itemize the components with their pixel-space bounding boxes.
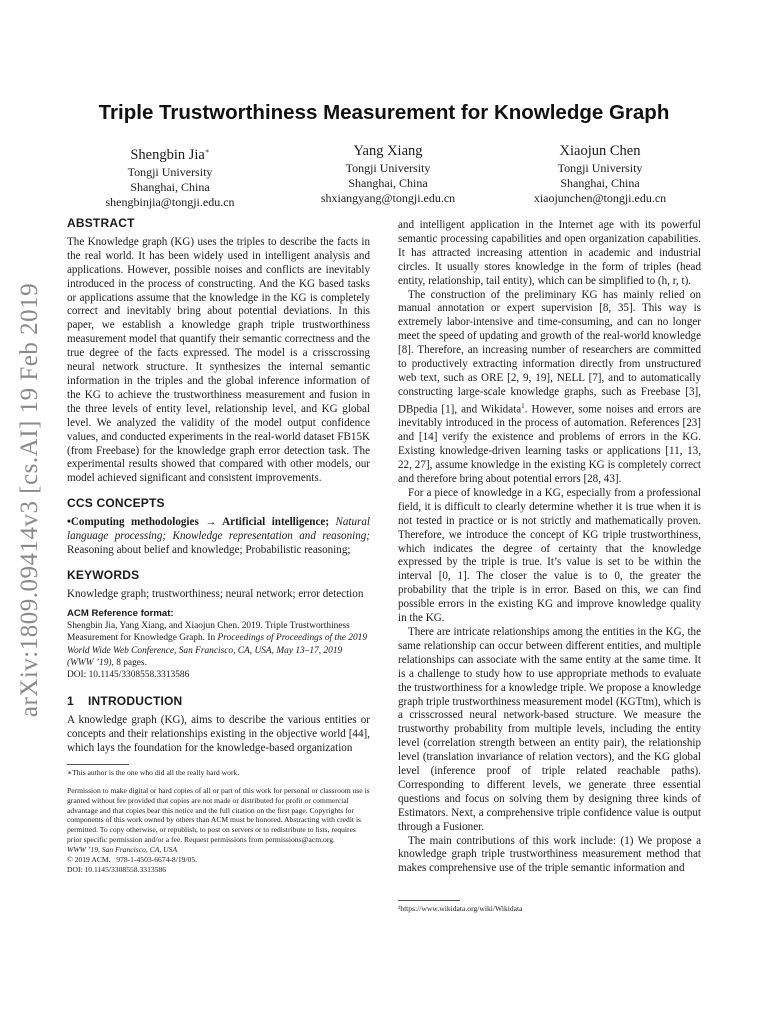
venue-line: WWW ’19, San Francisco, CA, USA <box>67 844 178 854</box>
acm-reference <box>67 608 370 682</box>
footnote-mark: 1 <box>521 401 525 410</box>
left-column <box>67 217 370 874</box>
doi-line: DOI: 10.1145/3308558.3313586 <box>67 864 167 874</box>
ccs-concepts: •Computing methodologies → Artificial intelligence; Natural language processing; Knowledge representation and reasoning; Reasoning about belief and knowledge; Probabilistic reasoning; <box>67 516 370 556</box>
footnote-rule <box>398 900 460 901</box>
author-2 <box>278 142 498 206</box>
author-email: shengbinjia@tongji.edu.cn <box>105 194 235 209</box>
footnote-rule <box>67 764 129 765</box>
arxiv-identifier-text: arXiv:1809.09414v3 [cs.AI] 19 Feb 2019 <box>16 282 44 718</box>
author-3 <box>490 142 710 206</box>
paragraph: For a piece of knowledge in a KG, especially from a professional field, it is difficult to clearly determine whether it is true when it is not tested in practice or is not strictly and mathematically proven. Therefore, we introduce the concept of KG triple trustworthiness, which indicates the degree of certainty that the knowledge expressed by the triple is true. It’s value is set to be within the interval [0, 1]. The closer the value is to 0, the greater the probability that the triple is in error. Based on this, we can find possible errors in the existing KG and improve knowledge quality in the KG. <box>398 486 701 625</box>
paper-title: Triple Trustworthiness Measurement for Knowledge Graph <box>98 101 670 124</box>
arxiv-identifier <box>10 280 50 720</box>
author-location: Shanghai, China <box>348 176 428 190</box>
paragraph: The main contributions of this work include: (1) We propose a knowledge graph triple trustworthiness measurement method that makes comprehensive use of the triple semantic information and <box>398 834 701 875</box>
abstract-heading: ABSTRACT <box>67 216 135 230</box>
acm-reference-label: ACM Reference format: <box>67 607 174 619</box>
author-affiliation: Tongji University <box>127 164 213 179</box>
author-location: Shanghai, China <box>130 179 210 194</box>
author-email: shxiangyang@tongji.edu.cn <box>320 191 456 205</box>
author-footnote: ∗This author is the one who did all the really hard work. <box>67 768 240 778</box>
acm-reference-text: Shengbin Jia, Yang Xiang, and Xiaojun Chen. 2019. Triple Trustworthiness Measurement for Knowledge Graph. In Proceedings of Proceedings of the 2019 World Wide Web Conference, San Francisco, CA, USA, May 13–17, 2019 (WWW ’19), 8 pages. <box>67 620 368 668</box>
paragraph: and intelligent application in the Internet age with its powerful semantic processing capabilities and open organization capabilities. It has attracted increasing attention in academic and industrial circles. It usually stores knowledge in the form of triples (head entity, relationship, tail entity), which can be simplified to (h, r, t). <box>398 219 701 287</box>
author-name: Yang Xiang <box>353 143 423 159</box>
author-footnote-mark: ∗ <box>204 147 210 155</box>
author-email: xiaojunchen@tongji.edu.cn <box>533 191 667 205</box>
author-block <box>60 142 728 208</box>
author-affiliation: Tongji University <box>557 161 643 175</box>
paragraph: There are intricate relationships among the entities in the KG, the same relationship can occur between different entities, and multiple relationships can associate with the same entity at the same time. It is a challenge to study how to use appropriate methods to evaluate the trustworthiness for a knowledge triple. We propose a knowledge graph triple trustworthiness measurement model (KGTtm), which is a crisscrossed neural network-based structure. We measure the trustworthy probability from multiple levels, including the entity level (correlation strength between an entity pair), the relationship level (translation invariance of relation vectors), and the KG global level (inference proof of triple related reachable paths). Corresponding to different levels, we generate three essential questions and focus on solving them by designing three kinds of Estimators. Next, a comprehensive triple confidence value is output through a Fusioner. <box>398 625 701 833</box>
introduction-text: A knowledge graph (KG), aims to describe the various entities or concepts and their relationships existing in the objective world [44], which lays the foundation for the knowledge-based organization <box>67 714 370 755</box>
author-affiliation: Tongji University <box>345 161 431 175</box>
keywords-heading: KEYWORDS <box>67 567 140 582</box>
author-name: Shengbin Jia∗ <box>130 146 210 163</box>
author-location: Shanghai, China <box>560 176 640 190</box>
paragraph: The construction of the preliminary KG has mainly relied on manual annotation or expert supervision [8, 35]. This way is extremely labor-intensive and time-consuming, and can no longer meet the speed of updating and growth of the real-world knowledge [8]. Therefore, an increasing number of researchers are committed to productively extracting information directly from unstructured web text, such as ORE [2, 9, 19], NELL [7], and to automatically constructing large-scale knowledge graphs, such as Freebase [3], DBpedia [1], and Wikidata$^1$. However, some noises and errors are inevitably introduced in the process of automation. References [23] and [14] verify the existence and problems of errors in the KG. Existing knowledge-driven learning tasks or applications [11, 13, 22, 27], assume knowledge in the existing KG is completely correct and therefore bring about potential errors [28, 43]. <box>398 288 701 485</box>
abstract-text: The Knowledge graph (KG) uses the triples to describe the facts in the real world. It has been widely used in intelligent analysis and applications. However, possible noises and conflicts are inevitably introduced in the process of constructing. And the KG based tasks or applications assume that the knowledge in the KG is completely correct and inevitably bring about potential deviations. In this paper, we establish a knowledge graph triple trustworthiness measurement model that quantify their semantic correctness and the true degree of the facts expressed. The model is a crisscrossing neural network structure. It synthesizes the internal semantic information in the triples and the global inference information of the KG to achieve the trustworthiness measurement and fusion in the three levels of entity level, relationship level, and KG global level. We analyzed the validity of the model output confidence values, and conducted experiments in the real-world dataset FB15K (from Freebase) for the knowledge graph error detection task. The experimental results showed that compared with other models, our model achieved significant and consistent improvements. <box>67 235 370 485</box>
right-column <box>398 219 701 876</box>
introduction-heading: 1 INTRODUCTION <box>67 694 183 709</box>
author-1 <box>60 142 280 210</box>
ccs-heading: CCS CONCEPTS <box>67 496 165 511</box>
copyright-line: © 2019 ACM. 978-1-4503-6674-8/19/05. <box>67 854 198 864</box>
wikidata-footnote <box>398 900 698 914</box>
wikidata-footnote-text: ¹https://www.wikidata.org/wiki/Wikidata <box>398 904 523 913</box>
permission-notice: Permission to make digital or hard copies of all or part of this work for personal or classroom use is granted without fee provided that copies are not made or distributed for profit or commercial advantage and that copies bear this notice and the full citation on the first page. Copyrights for components of this work owned by others than ACM must be honored. Abstracting with credit is permitted. To copy otherwise, or republish, to post on servers or to redistribute to lists, requires prior specific permission and/or a fee. Request permissions from permissions@acm.org. WWW ’19, San Francisco, CA, USA © 2019 ACM. 978-1-4503-6674-8/19/05. DOI: 10.1145/3308558.3313586 <box>67 785 370 874</box>
author-name: Xiaojun Chen <box>559 143 641 159</box>
keywords-text: Knowledge graph; trustworthiness; neural network; error detection <box>67 587 364 600</box>
acm-reference-doi: DOI: 10.1145/3308558.3313586 <box>67 670 190 681</box>
